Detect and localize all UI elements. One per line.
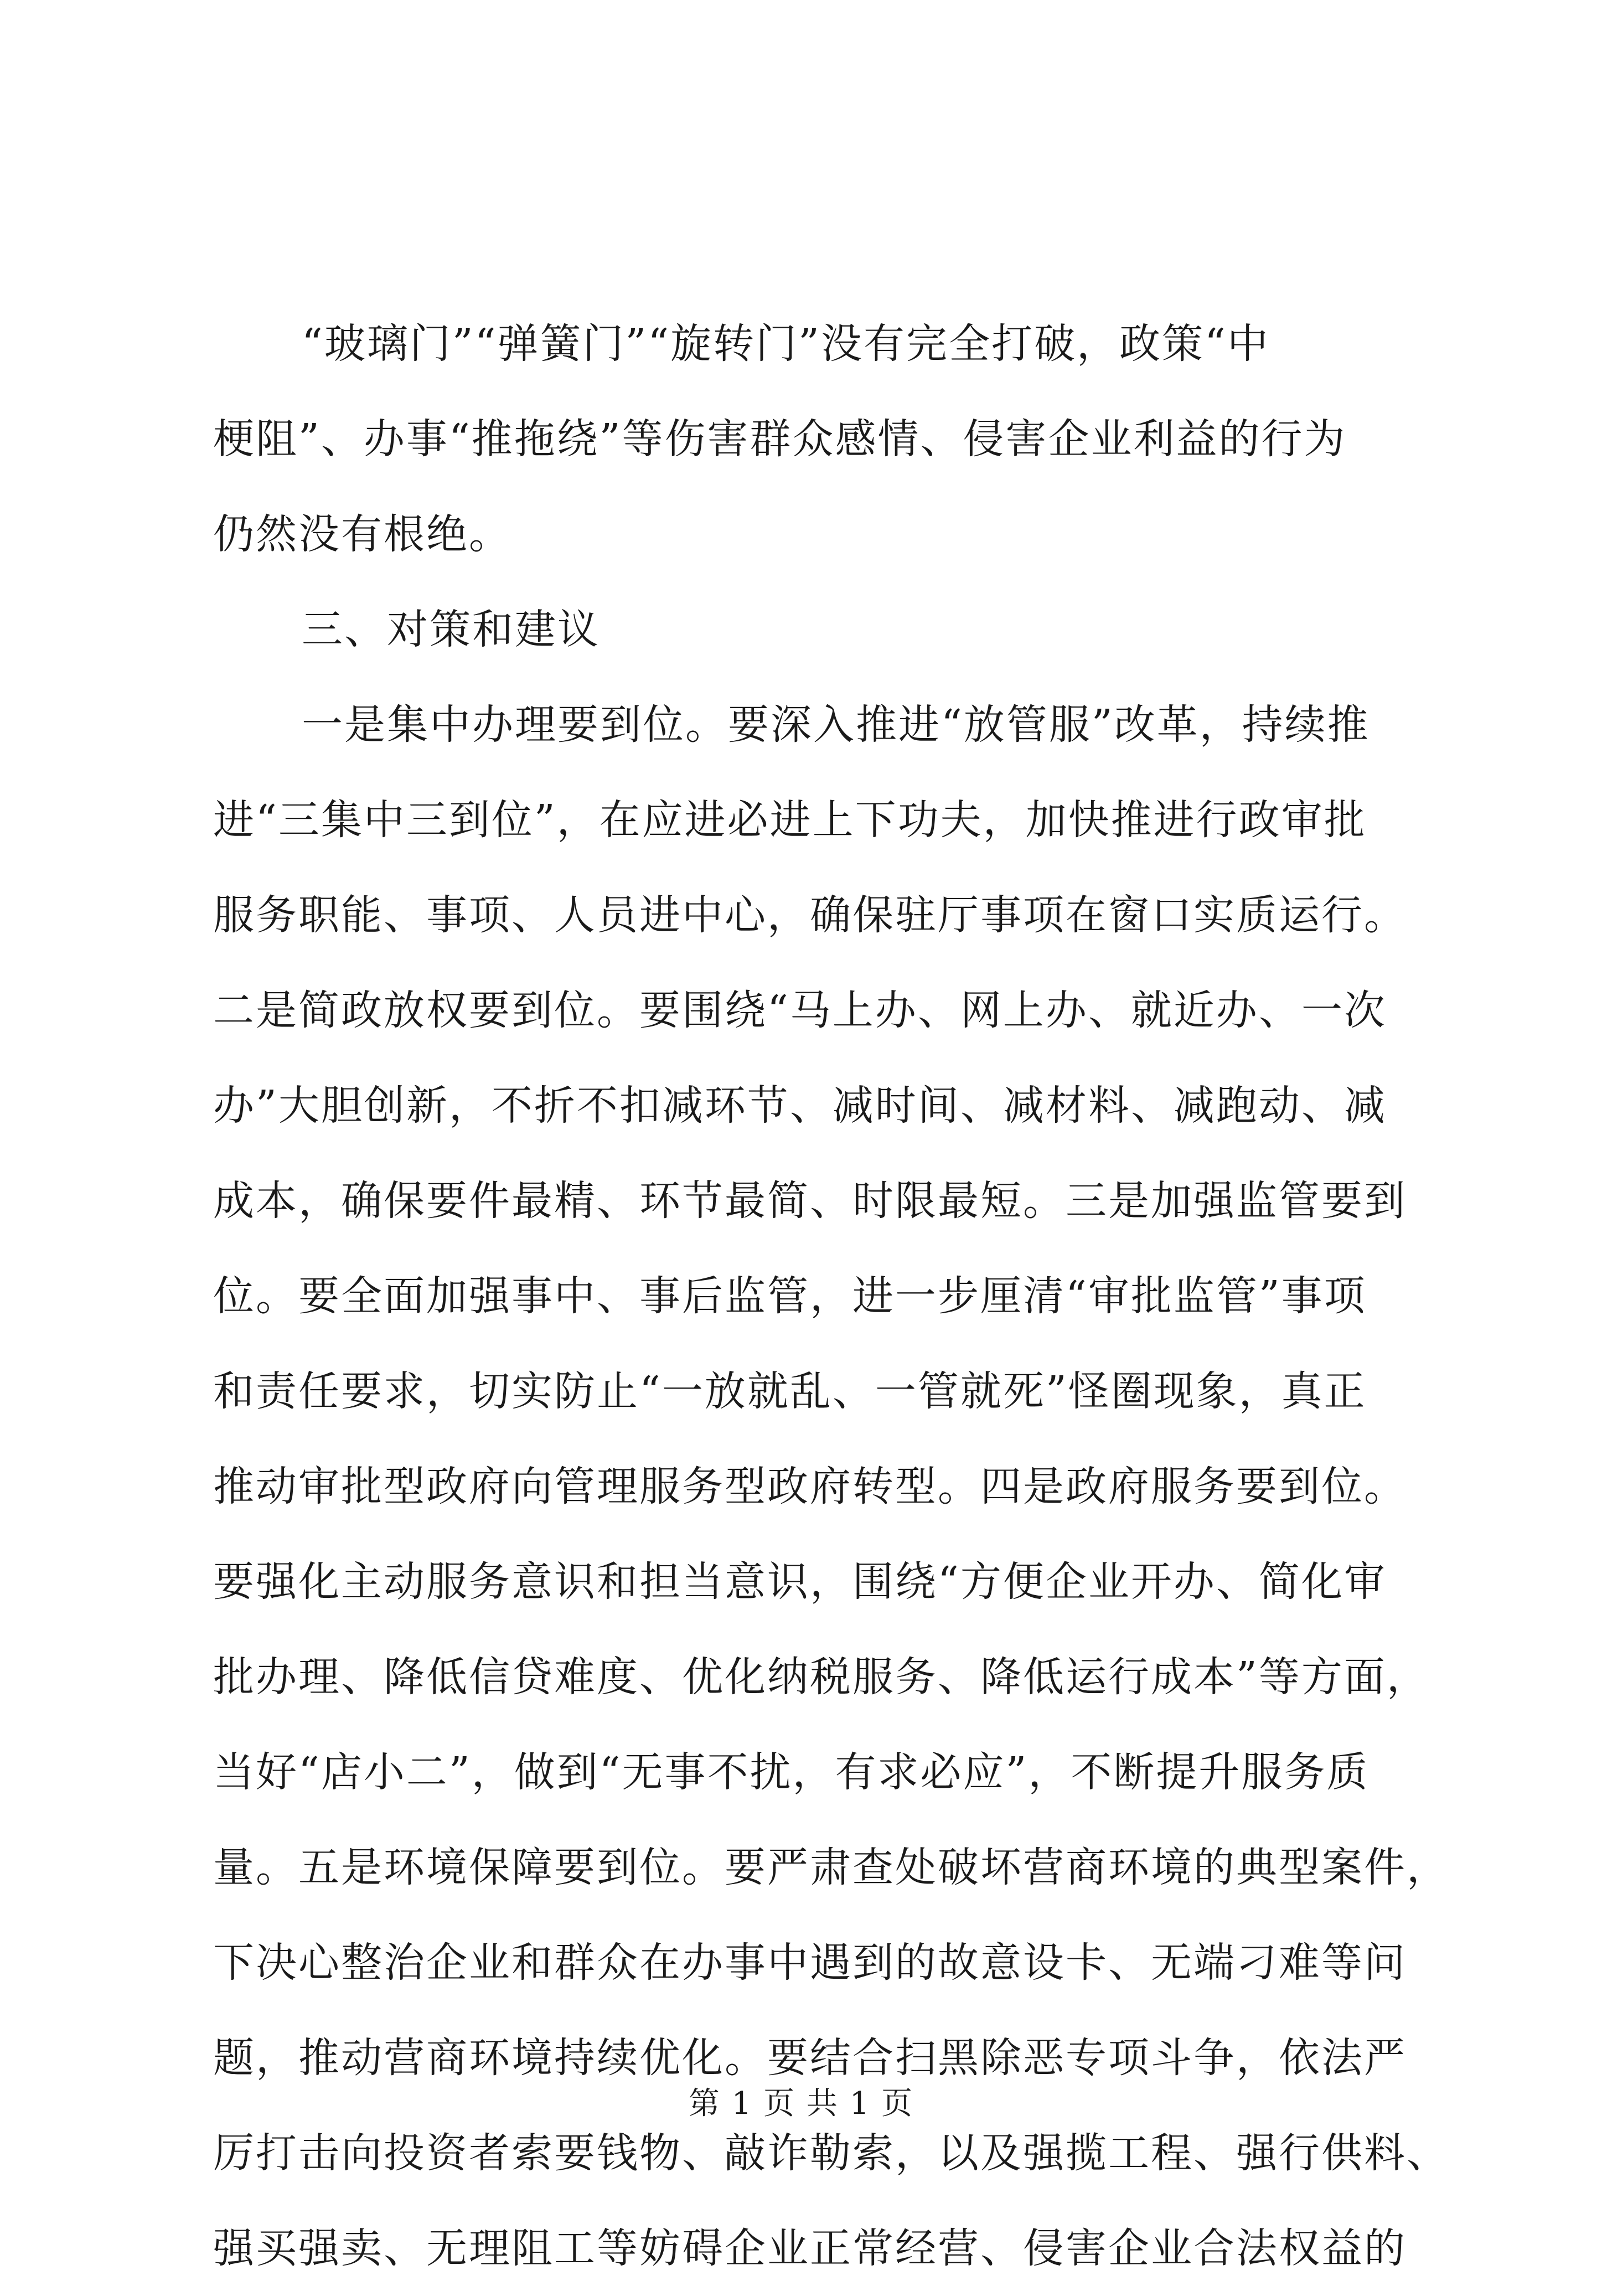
paragraph-line: 仍然没有根绝。	[213, 510, 511, 558]
paragraph-line: 下决心整治企业和群众在办事中遇到的故意设卡、无端刁难等问	[213, 1939, 1407, 1987]
paragraph-line: 当好“店小二”，做到“无事不扰，有求必应”，不断提升服务质	[213, 1748, 1370, 1796]
paragraph-line: 和责任要求，切实防止“一放就乱、一管就死”怪圈现象，真正	[213, 1368, 1367, 1415]
paragraph-line: 题，推动营商环境持续优化。要结合扫黑除恶专项斗争，依法严	[213, 2034, 1407, 2082]
paragraph-line: 批办理、降低信贷难度、优化纳税服务、降低运行成本”等方面，	[213, 1653, 1429, 1701]
paragraph-line: 服务职能、事项、人员进中心，确保驻厅事项在窗口实质运行。	[213, 891, 1407, 939]
paragraph-line: 推动审批型政府向管理服务型政府转型。四是政府服务要到位。	[213, 1463, 1407, 1510]
paragraph-line: 位。要全面加强事中、事后监管，进一步厘清“审批监管”事项	[213, 1272, 1367, 1320]
paragraph-line: “玻璃门”“弹簧门”“旋转门”没有完全打破，政策“中	[302, 320, 1270, 368]
paragraph-line: 二是简政放权要到位。要围绕“马上办、网上办、就近办、一次	[213, 987, 1387, 1034]
document-body	[213, 296, 1449, 2296]
paragraph-line: 办”大胆创新，不折不扣减环节、减时间、减材料、减跑动、减	[213, 1082, 1387, 1129]
paragraph-line: 一是集中办理要到位。要深入推进“放管服”改革，持续推	[302, 701, 1370, 749]
section-heading: 三、对策和建议	[302, 606, 600, 653]
paragraph-line: 强买强卖、无理阻工等妨碍企业正常经营、侵害企业合法权益的	[213, 2225, 1407, 2272]
paragraph-line: 厉打击向投资者索要钱物、敲诈勒索，以及强揽工程、强行供料、	[213, 2129, 1449, 2177]
page-footer: 第 1 页 共 1 页	[688, 2086, 914, 2122]
paragraph-line: 量。五是环境保障要到位。要严肃查处破坏营商环境的典型案件，	[213, 1844, 1449, 1891]
paragraph-line: 进“三集中三到位”，在应进必进上下功夫，加快推进行政审批	[213, 796, 1367, 844]
paragraph-line: 成本，确保要件最精、环节最简、时限最短。三是加强监管要到	[213, 1177, 1407, 1225]
paragraph-line: 梗阻”、办事“推拖绕”等伤害群众感情、侵害企业利益的行为	[213, 415, 1347, 463]
paragraph-line: 要强化主动服务意识和担当意识，围绕“方便企业开办、简化审	[213, 1558, 1387, 1606]
